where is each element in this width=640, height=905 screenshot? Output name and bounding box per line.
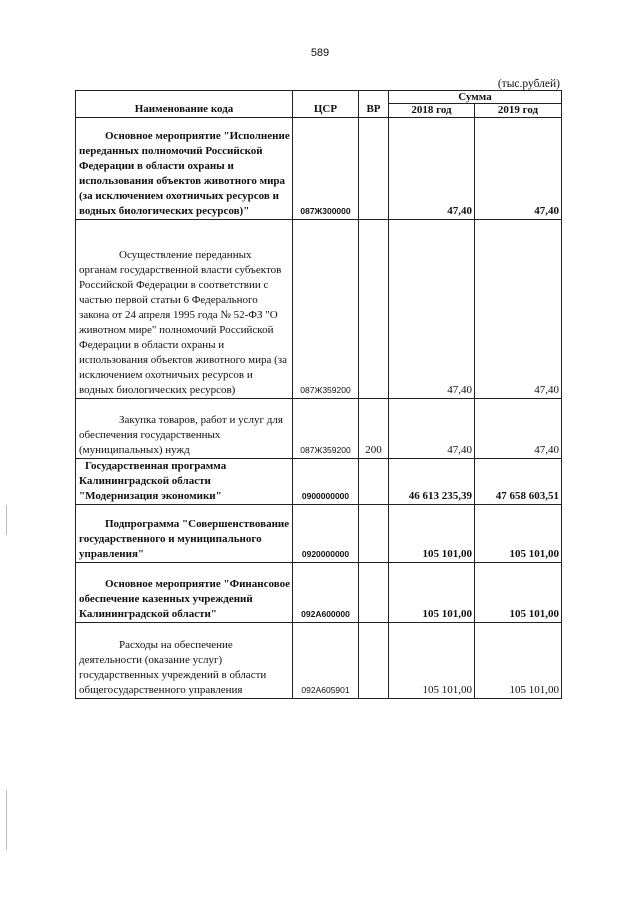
row-vr: 200 — [359, 399, 389, 459]
row-2018: 105 101,00 — [389, 505, 475, 563]
table-row — [76, 623, 562, 699]
row-2018: 47,40 — [389, 118, 475, 220]
header-vr: ВР — [359, 91, 389, 118]
row-2018: 46 613 235,39 — [389, 459, 475, 505]
row-2019: 105 101,00 — [475, 505, 562, 563]
row-vr — [359, 220, 389, 399]
binding-mark — [6, 790, 7, 850]
row-name: Расходы на обеспечение деятельности (оказание услуг) государственных учреждений в области общегосударственного управления — [76, 623, 293, 699]
row-csr: 087Ж359200 — [293, 220, 359, 399]
row-csr: 092А605901 — [293, 623, 359, 699]
row-csr: 0920000000 — [293, 505, 359, 563]
row-csr: 092А600000 — [293, 563, 359, 623]
row-name: Подпрограмма "Совершенствование государственного и муниципального управления" — [76, 505, 293, 563]
row-2019: 47,40 — [475, 399, 562, 459]
row-name: Государственная программа Калининградской области "Модернизация экономики" — [76, 459, 293, 505]
row-2018: 47,40 — [389, 399, 475, 459]
header-sum: Сумма — [389, 91, 562, 104]
page-number: 589 — [310, 47, 330, 59]
row-vr — [359, 459, 389, 505]
row-2018: 105 101,00 — [389, 623, 475, 699]
header-name: Наименование кода — [76, 91, 293, 118]
budget-table — [75, 90, 562, 699]
row-2019: 105 101,00 — [475, 623, 562, 699]
header-2019: 2019 год — [475, 104, 562, 118]
row-csr: 087Ж359200 — [293, 399, 359, 459]
unit-note: (тыс.рублей) — [497, 78, 560, 90]
row-vr — [359, 118, 389, 220]
row-2019: 47,40 — [475, 220, 562, 399]
row-2018: 105 101,00 — [389, 563, 475, 623]
table-row — [76, 399, 562, 459]
row-2018: 47,40 — [389, 220, 475, 399]
row-vr — [359, 563, 389, 623]
row-2019: 105 101,00 — [475, 563, 562, 623]
header-csr: ЦСР — [293, 91, 359, 118]
row-2019: 47,40 — [475, 118, 562, 220]
row-2019: 47 658 603,51 — [475, 459, 562, 505]
table-row — [76, 220, 562, 399]
row-vr — [359, 505, 389, 563]
table-row — [76, 459, 562, 505]
header-2018: 2018 год — [389, 104, 475, 118]
row-csr: 0900000000 — [293, 459, 359, 505]
row-vr — [359, 623, 389, 699]
table-row — [76, 505, 562, 563]
row-name: Основное мероприятие "Исполнение переданных полномочий Российской Федерации в области охраны и использования объектов животного мира (за исключением охотничьих ресурсов и водных биологических ресурсов)" — [76, 118, 293, 220]
binding-mark — [6, 505, 7, 535]
table-row — [76, 118, 562, 220]
row-name: Основное мероприятие "Финансовое обеспечение казенных учреждений Калининградской области" — [76, 563, 293, 623]
row-name: Закупка товаров, работ и услуг для обеспечения государственных (муниципальных) нужд — [76, 399, 293, 459]
row-name: Осуществление переданных органам государственной власти субъектов Российской Федерации в соответствии с частью первой статьи 6 Федерального закона от 24 апреля 1995 года № 52-ФЗ "О животном мире" полномочий Российской Федерации в области охраны и использования объектов животного мира (за исключением охотничьих ресурсов и водных биологических ресурсов) — [76, 220, 293, 399]
row-csr: 087Ж300000 — [293, 118, 359, 220]
table-row — [76, 563, 562, 623]
